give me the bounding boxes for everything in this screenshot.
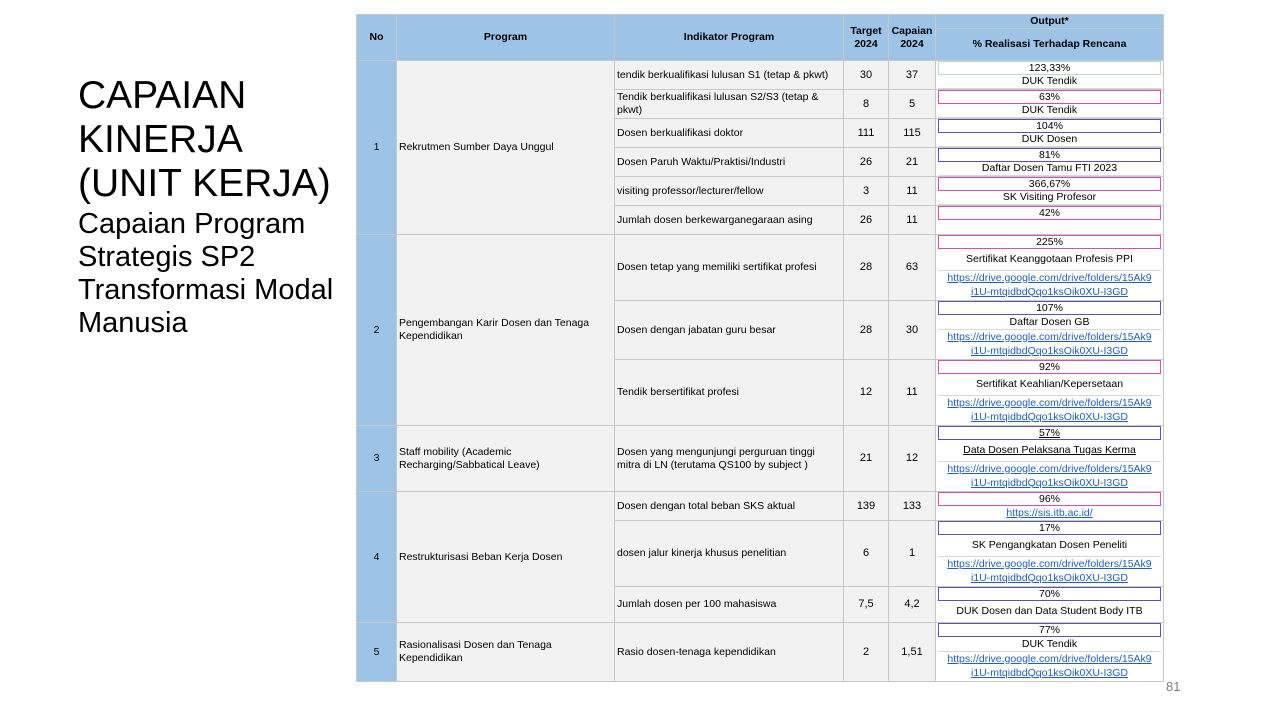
program-number: 2 bbox=[357, 235, 397, 426]
capaian-cell: 30 bbox=[889, 301, 936, 360]
realisasi-percent: 17% bbox=[938, 521, 1161, 535]
evidence-link[interactable]: https://drive.google.com/drive/folders/15Ak9 bbox=[947, 557, 1152, 570]
evidence-text: DUK Dosen dan Data Student Body ITB bbox=[956, 604, 1143, 617]
capaian-cell: 5 bbox=[889, 90, 936, 119]
indikator-cell: visiting professor/lecturer/fellow bbox=[615, 177, 844, 206]
target-cell: 139 bbox=[844, 492, 889, 521]
target-cell: 3 bbox=[844, 177, 889, 206]
program-name: Staff mobility (Academic Recharging/Sabbatical Leave) bbox=[397, 426, 615, 492]
output-cell bbox=[936, 492, 1164, 521]
evidence-text: DUK Tendik bbox=[938, 104, 1161, 118]
program-number: 1 bbox=[357, 61, 397, 235]
target-cell: 6 bbox=[844, 521, 889, 587]
evidence-link[interactable]: i1U-mtqidbdQqo1ksOik0XU-I3GD bbox=[971, 571, 1128, 584]
table-row bbox=[357, 235, 1164, 301]
slide-subtitle: Capaian Program Strategis SP2 Transformasi Modal Manusia bbox=[78, 208, 334, 339]
indikator-cell: Dosen tetap yang memiliki sertifikat profesi bbox=[615, 235, 844, 301]
slide-title: CAPAIAN KINERJA (UNIT KERJA) bbox=[78, 74, 331, 205]
evidence-link[interactable]: https://drive.google.com/drive/folders/15Ak9 bbox=[947, 652, 1152, 665]
indikator-cell: Rasio dosen-tenaga kependidikan bbox=[615, 623, 844, 682]
capaian-cell: 1,51 bbox=[889, 623, 936, 682]
realisasi-percent: 70% bbox=[938, 587, 1161, 601]
realisasi-percent: 92% bbox=[938, 360, 1161, 374]
target-cell: 7,5 bbox=[844, 587, 889, 623]
output-cell bbox=[936, 587, 1164, 623]
realisasi-percent: 123,33% bbox=[938, 61, 1161, 75]
program-name: Rasionalisasi Dosen dan Tenaga Kependidikan bbox=[397, 623, 615, 682]
indikator-cell: Tendik bersertifikat profesi bbox=[615, 360, 844, 426]
indikator-cell: Dosen yang mengunjungi perguruan tinggi mitra di LN (terutama QS100 by subject ) bbox=[615, 426, 844, 492]
output-cell bbox=[936, 148, 1164, 177]
output-cell bbox=[936, 177, 1164, 206]
program-name: Pengembangan Karir Dosen dan Tenaga Kependidikan bbox=[397, 235, 615, 426]
output-cell bbox=[936, 623, 1164, 682]
table-row bbox=[357, 492, 1164, 521]
capaian-cell: 11 bbox=[889, 360, 936, 426]
page-number: 81 bbox=[1166, 679, 1181, 694]
output-cell bbox=[936, 426, 1164, 492]
realisasi-percent: 63% bbox=[938, 90, 1161, 104]
target-cell: 26 bbox=[844, 148, 889, 177]
realisasi-percent: 366,67% bbox=[938, 177, 1161, 191]
realisasi-percent: 57% bbox=[938, 426, 1161, 440]
program-name: Rekrutmen Sumber Daya Unggul bbox=[397, 61, 615, 235]
evidence-text: Sertifikat Keahlian/Kepersetaan bbox=[938, 374, 1161, 396]
indikator-cell: Jumlah dosen per 100 mahasiswa bbox=[615, 587, 844, 623]
kpi-table bbox=[356, 14, 1164, 682]
capaian-cell: 12 bbox=[889, 426, 936, 492]
indikator-cell: dosen jalur kinerja khusus penelitian bbox=[615, 521, 844, 587]
header-target: Target 2024 bbox=[844, 15, 889, 61]
evidence-link[interactable]: https://drive.google.com/drive/folders/15Ak9 bbox=[947, 462, 1152, 475]
header-capaian: Capaian 2024 bbox=[889, 15, 936, 61]
realisasi-percent: 77% bbox=[938, 623, 1161, 637]
target-cell: 21 bbox=[844, 426, 889, 492]
capaian-cell: 115 bbox=[889, 119, 936, 148]
evidence-link[interactable]: https://drive.google.com/drive/folders/15Ak9 bbox=[947, 396, 1152, 409]
program-number: 5 bbox=[357, 623, 397, 682]
indikator-cell: Dosen dengan total beban SKS aktual bbox=[615, 492, 844, 521]
program-name: Restrukturisasi Beban Kerja Dosen bbox=[397, 492, 615, 623]
capaian-cell: 1 bbox=[889, 521, 936, 587]
output-cell bbox=[936, 235, 1164, 301]
output-cell bbox=[936, 119, 1164, 148]
table-row bbox=[357, 61, 1164, 90]
capaian-cell: 11 bbox=[889, 177, 936, 206]
evidence-text: Daftar Dosen GB bbox=[938, 315, 1161, 330]
table-row bbox=[357, 426, 1164, 492]
realisasi-percent: 107% bbox=[938, 301, 1161, 315]
evidence-link[interactable]: i1U-mtqidbdQqo1ksOik0XU-I3GD bbox=[971, 666, 1128, 679]
capaian-cell: 11 bbox=[889, 206, 936, 235]
table-row bbox=[357, 623, 1164, 682]
target-cell: 8 bbox=[844, 90, 889, 119]
capaian-cell: 37 bbox=[889, 61, 936, 90]
evidence-text: Data Dosen Pelaksana Tugas Kerma bbox=[938, 440, 1161, 462]
evidence-text: SK Visiting Profesor bbox=[938, 191, 1161, 205]
capaian-cell: 21 bbox=[889, 148, 936, 177]
capaian-cell: 63 bbox=[889, 235, 936, 301]
evidence-link[interactable]: https://drive.google.com/drive/folders/15Ak9 bbox=[947, 330, 1152, 343]
indikator-cell: Jumlah dosen berkewarganegaraan asing bbox=[615, 206, 844, 235]
evidence-link[interactable]: https://drive.google.com/drive/folders/15Ak9 bbox=[947, 271, 1152, 284]
capaian-cell: 4,2 bbox=[889, 587, 936, 623]
evidence-link[interactable]: https://sis.itb.ac.id/ bbox=[1006, 506, 1093, 519]
program-number: 4 bbox=[357, 492, 397, 623]
realisasi-percent: 42% bbox=[938, 206, 1161, 220]
evidence-text: Sertifikat Keanggotaan Profesis PPI bbox=[938, 249, 1161, 271]
evidence-text: Daftar Dosen Tamu FTI 2023 bbox=[938, 162, 1161, 176]
output-cell bbox=[936, 521, 1164, 587]
evidence-text: DUK Tendik bbox=[938, 637, 1161, 652]
indikator-cell: Dosen berkualifikasi doktor bbox=[615, 119, 844, 148]
output-cell bbox=[936, 61, 1164, 90]
output-cell bbox=[936, 301, 1164, 360]
header-program: Program bbox=[397, 15, 615, 61]
realisasi-percent: 225% bbox=[938, 235, 1161, 249]
realisasi-percent: 81% bbox=[938, 148, 1161, 162]
output-cell bbox=[936, 360, 1164, 426]
realisasi-percent: 104% bbox=[938, 119, 1161, 133]
evidence-text: DUK Tendik bbox=[938, 75, 1161, 89]
target-cell: 111 bbox=[844, 119, 889, 148]
target-cell: 30 bbox=[844, 61, 889, 90]
target-cell: 28 bbox=[844, 301, 889, 360]
indikator-cell: Dosen dengan jabatan guru besar bbox=[615, 301, 844, 360]
evidence-link[interactable]: i1U-mtqidbdQqo1ksOik0XU-I3GD bbox=[971, 476, 1128, 489]
target-cell: 28 bbox=[844, 235, 889, 301]
evidence-text: DUK Dosen bbox=[938, 133, 1161, 147]
realisasi-percent: 96% bbox=[938, 492, 1161, 506]
evidence-link[interactable]: i1U-mtqidbdQqo1ksOik0XU-I3GD bbox=[971, 285, 1128, 298]
output-cell bbox=[936, 90, 1164, 119]
evidence-link[interactable]: i1U-mtqidbdQqo1ksOik0XU-I3GD bbox=[971, 344, 1128, 357]
indikator-cell: Tendik berkualifikasi lulusan S2/S3 (tetap & pkwt) bbox=[615, 90, 844, 119]
target-cell: 12 bbox=[844, 360, 889, 426]
header-indikator: Indikator Program bbox=[615, 15, 844, 61]
indikator-cell: tendik berkualifikasi lulusan S1 (tetap & pkwt) bbox=[615, 61, 844, 90]
header-no: No bbox=[357, 15, 397, 61]
output-cell bbox=[936, 206, 1164, 235]
program-number: 3 bbox=[357, 426, 397, 492]
target-cell: 26 bbox=[844, 206, 889, 235]
header-output: Output* bbox=[936, 15, 1164, 29]
evidence-link[interactable]: i1U-mtqidbdQqo1ksOik0XU-I3GD bbox=[971, 410, 1128, 423]
header-realisasi: % Realisasi Terhadap Rencana bbox=[936, 29, 1164, 61]
target-cell: 2 bbox=[844, 623, 889, 682]
indikator-cell: Dosen Paruh Waktu/Praktisi/Industri bbox=[615, 148, 844, 177]
capaian-cell: 133 bbox=[889, 492, 936, 521]
evidence-text: SK Pengangkatan Dosen Peneliti bbox=[938, 535, 1161, 557]
